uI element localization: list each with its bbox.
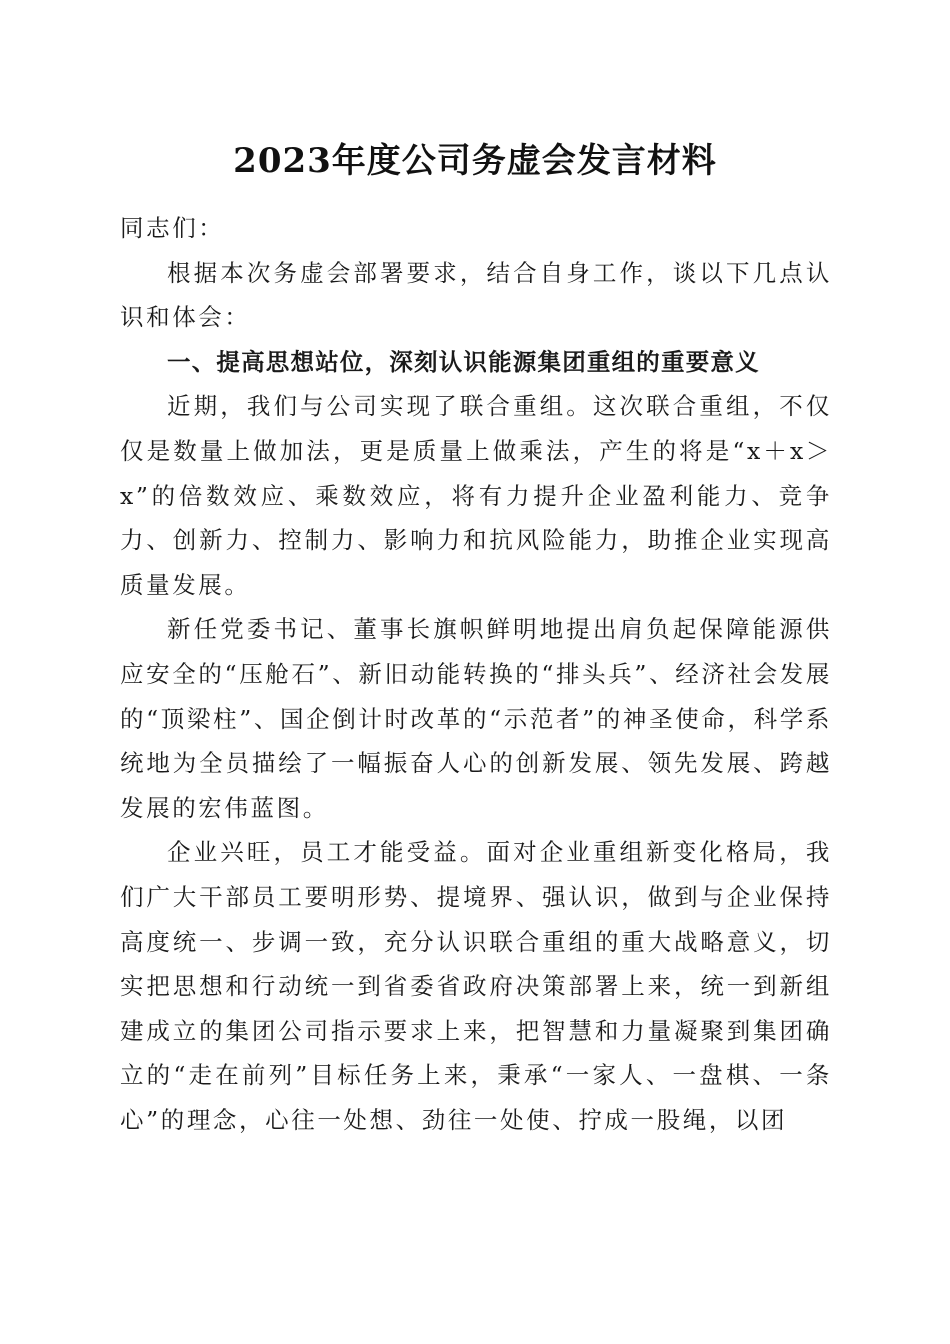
document-body: [120, 206, 832, 1142]
body-paragraph: 近期，我们与公司实现了联合重组。这次联合重组，不仅仅是数量上做加法，更是质量上做乘法，产生的将是“x＋x＞x”的倍数效应、乘数效应，将有力提升企业盈利能力、竞争力、创新力、控制力、影响力和抗风险能力，助推企业实现高质量发展。: [120, 392, 832, 599]
section-heading: 一、提高思想站位，深刻认识能源集团重组的重要意义: [167, 347, 760, 376]
intro-paragraph: 根据本次务虚会部署要求，结合自身工作，谈以下几点认识和体会：: [120, 258, 832, 332]
salutation: 同志们：: [120, 214, 225, 242]
body-paragraph: 企业兴旺，员工才能受益。面对企业重组新变化格局，我们广大干部员工要明形势、提境界、强认识，做到与企业保持高度统一、步调一致，充分认识联合重组的重大战略意义，切实把思想和行动统一到省委省政府决策部署上来，统一到新组建成立的集团公司指示要求上来，把智慧和力量凝聚到集团确立的“走在前列”目标任务上来，秉承“一家人、一盘棋、一条心”的理念，心往一处想、劲往一处使、拧成一股绳，以团: [120, 838, 832, 1134]
body-paragraph: 新任党委书记、董事长旗帜鲜明地提出肩负起保障能源供应安全的“压舱石”、新旧动能转换的“排头兵”、经济社会发展的“顶梁柱”、国企倒计时改革的“示范者”的神圣使命，科学系统地为全员描绘了一幅振奋人心的创新发展、领先发展、跨越发展的宏伟蓝图。: [120, 615, 832, 822]
document-title: 2023年度公司务虚会发言材料: [233, 141, 717, 181]
